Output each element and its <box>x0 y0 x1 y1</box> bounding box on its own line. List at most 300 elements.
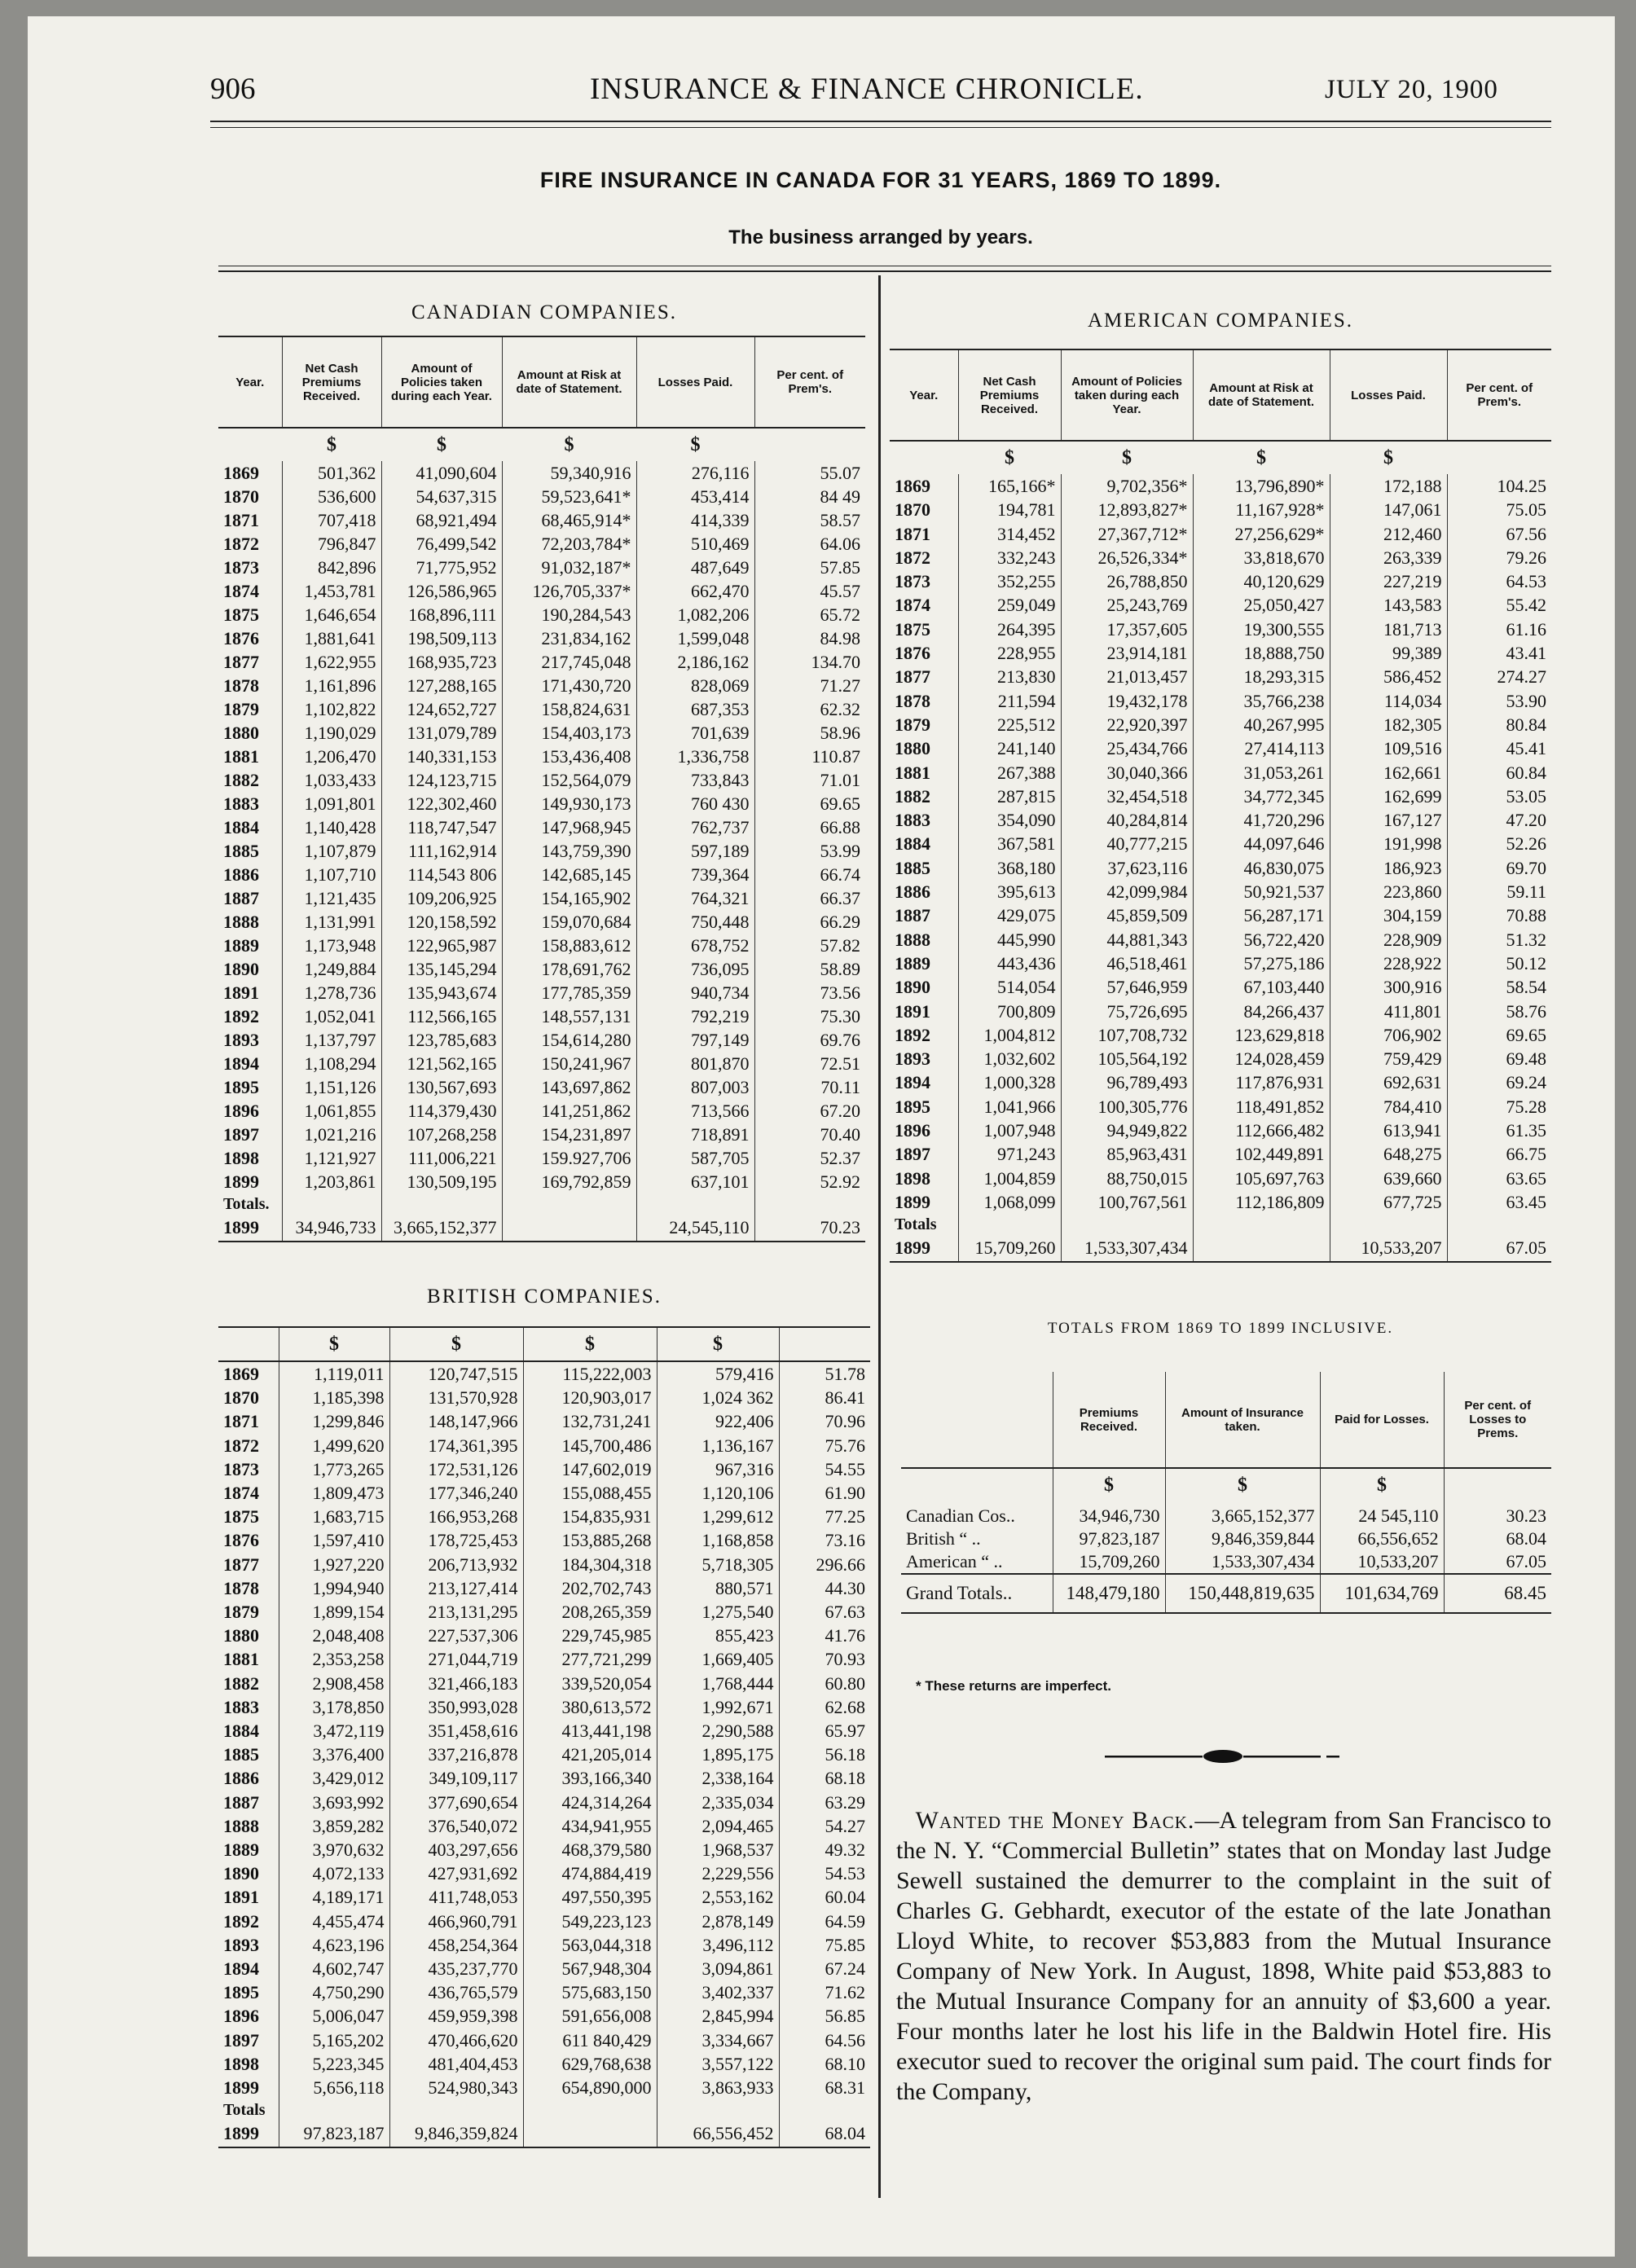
value-cell: 42,099,984 <box>1061 880 1193 903</box>
value-cell: 277,721,299 <box>523 1647 657 1671</box>
table-row <box>218 1600 870 1624</box>
table-row <box>218 1624 870 1647</box>
col-header-year: Year. <box>890 349 958 441</box>
value-cell: 1,021,216 <box>282 1123 381 1146</box>
value-cell: 692,631 <box>1330 1070 1447 1094</box>
value-cell: 678,752 <box>636 934 754 957</box>
value-cell: 123,785,683 <box>381 1028 502 1052</box>
value-cell: 443,436 <box>958 952 1061 975</box>
totals-year: 1899 <box>218 2121 279 2147</box>
value-cell: 97,823,187 <box>1053 1527 1165 1550</box>
summary-header-blank <box>901 1372 1053 1468</box>
header-rule <box>210 121 1551 122</box>
value-cell: 1,136,167 <box>657 1434 779 1457</box>
value-cell: 332,243 <box>958 546 1061 569</box>
year-cell: 1892 <box>895 1024 930 1045</box>
value-cell: 228,922 <box>1330 952 1447 975</box>
table-row <box>218 697 865 721</box>
value-cell: 177,785,359 <box>502 981 636 1004</box>
year-cell: 1873 <box>223 557 259 578</box>
value-cell: 713,566 <box>636 1099 754 1123</box>
value-cell: 3,863,933 <box>657 2076 779 2099</box>
table-row <box>218 1170 865 1193</box>
value-cell: 1,068,099 <box>958 1190 1061 1214</box>
value-cell: 4,455,474 <box>279 1910 389 1933</box>
value-cell: 64.59 <box>779 1910 870 1933</box>
value-cell: 19,300,555 <box>1193 618 1330 641</box>
table-row <box>218 1672 870 1695</box>
year-cell: 1880 <box>223 1625 259 1646</box>
table-row <box>890 952 1551 975</box>
value-cell: 72.51 <box>754 1052 865 1075</box>
value-cell: 4,189,171 <box>279 1885 389 1909</box>
value-cell: 85,963,431 <box>1061 1142 1193 1166</box>
value-cell: 27,256,629* <box>1193 522 1330 546</box>
value-cell: 296.66 <box>779 1553 870 1576</box>
value-cell: 159.927,706 <box>502 1146 636 1170</box>
table-row <box>890 546 1551 569</box>
value-cell: 1,120,106 <box>657 1481 779 1505</box>
value-cell: 154,614,280 <box>502 1028 636 1052</box>
year-cell: 1888 <box>895 929 930 950</box>
value-cell: 1,881,641 <box>282 626 381 650</box>
value-cell: 182,305 <box>1330 713 1447 736</box>
value-cell: 1,121,927 <box>282 1146 381 1170</box>
value-cell: 5,165,202 <box>279 2028 389 2052</box>
grand-total-value: 68.45 <box>1444 1574 1551 1613</box>
table-row <box>890 665 1551 688</box>
table-row <box>890 1070 1551 1094</box>
table-row <box>218 674 865 697</box>
value-cell: 40,267,995 <box>1193 713 1330 736</box>
value-cell: 21,013,457 <box>1061 665 1193 688</box>
dollar-sign: $ <box>279 1327 389 1361</box>
value-cell: 118,747,547 <box>381 815 502 839</box>
value-cell: 126,705,337* <box>502 579 636 603</box>
value-cell: 67.24 <box>779 1957 870 1980</box>
value-cell: 17,357,605 <box>1061 618 1193 641</box>
value-cell: 194,781 <box>958 498 1061 521</box>
value-cell: 115,222,003 <box>523 1361 657 1386</box>
value-cell: 37,623,116 <box>1061 856 1193 880</box>
value-cell: 1,032,602 <box>958 1047 1061 1070</box>
value-cell: 586,452 <box>1330 665 1447 688</box>
value-cell: 44.30 <box>779 1576 870 1600</box>
value-cell: 66.37 <box>754 886 865 910</box>
value-cell: 3,665,152,377 <box>1165 1501 1320 1527</box>
col-header-risk: Amount at Risk at date of Statement. <box>502 336 636 428</box>
value-cell: 33,818,670 <box>1193 546 1330 569</box>
table-row <box>218 1146 865 1170</box>
value-cell: 40,284,814 <box>1061 808 1193 832</box>
year-cell: 1897 <box>223 1124 259 1145</box>
table-row <box>218 1647 870 1671</box>
value-cell: 61.90 <box>779 1481 870 1505</box>
value-cell: 750,448 <box>636 910 754 934</box>
table-row <box>218 1933 870 1957</box>
year-cell: 1870 <box>223 1387 259 1409</box>
value-cell: 5,718,305 <box>657 1553 779 1576</box>
value-cell: 68,465,914* <box>502 508 636 532</box>
totals-value <box>1193 1235 1330 1262</box>
value-cell: 2,553,162 <box>657 1885 779 1909</box>
value-cell: 4,602,747 <box>279 1957 389 1980</box>
value-cell: 1,533,307,434 <box>1165 1550 1320 1574</box>
summary-table <box>901 1372 1551 1614</box>
value-cell: 1,203,861 <box>282 1170 381 1193</box>
table-row <box>890 689 1551 713</box>
value-cell: 75.76 <box>779 1434 870 1457</box>
year-cell: 1875 <box>223 1506 259 1527</box>
value-cell: 154,835,931 <box>523 1505 657 1528</box>
value-cell: 105,564,192 <box>1061 1047 1193 1070</box>
title-rule-2 <box>218 270 1551 272</box>
value-cell: 34,772,345 <box>1193 785 1330 808</box>
value-cell: 1,275,540 <box>657 1600 779 1624</box>
value-cell: 1,683,715 <box>279 1505 389 1528</box>
grand-total-row <box>901 1574 1551 1613</box>
year-cell: 1882 <box>895 785 930 807</box>
value-cell: 828,069 <box>636 674 754 697</box>
value-cell: 18,888,750 <box>1193 641 1330 665</box>
year-cell: 1879 <box>895 714 930 735</box>
value-cell: 68.18 <box>779 1766 870 1790</box>
value-cell: 567,948,304 <box>523 1957 657 1980</box>
value-cell: 380,613,572 <box>523 1695 657 1719</box>
year-cell: 1882 <box>223 770 259 790</box>
value-cell: 26,788,850 <box>1061 569 1193 593</box>
value-cell: 1,597,410 <box>279 1528 389 1552</box>
year-cell: 1893 <box>223 1030 259 1050</box>
value-cell: 354,090 <box>958 808 1061 832</box>
table-row <box>218 1838 870 1861</box>
value-cell: 411,801 <box>1330 1000 1447 1023</box>
value-cell: 31,053,261 <box>1193 761 1330 785</box>
value-cell: 57,646,959 <box>1061 975 1193 999</box>
value-cell: 796,847 <box>282 532 381 556</box>
value-cell: 56.18 <box>779 1743 870 1766</box>
table-row <box>901 1550 1551 1574</box>
year-cell: 1893 <box>223 1934 259 1955</box>
table-row <box>218 485 865 508</box>
value-cell: 474,884,419 <box>523 1861 657 1885</box>
value-cell: 70.88 <box>1447 903 1551 927</box>
value-cell: 153,436,408 <box>502 745 636 768</box>
value-cell: 4,750,290 <box>279 1980 389 2004</box>
table-row <box>218 1885 870 1909</box>
value-cell: 135,145,294 <box>381 957 502 981</box>
value-cell: 701,639 <box>636 721 754 745</box>
value-cell: 100,305,776 <box>1061 1095 1193 1119</box>
value-cell: 1,033,433 <box>282 768 381 792</box>
value-cell: 1,007,948 <box>958 1119 1061 1142</box>
value-cell: 114,543 806 <box>381 863 502 886</box>
value-cell: 141,251,862 <box>502 1099 636 1123</box>
year-cell: 1877 <box>223 652 259 672</box>
table-row <box>218 1052 865 1075</box>
table-row <box>218 1409 870 1433</box>
table-row <box>218 1123 865 1146</box>
value-cell: 259,049 <box>958 593 1061 617</box>
value-cell: 124,123,715 <box>381 768 502 792</box>
year-cell: 1899 <box>223 2077 259 2099</box>
value-cell: 466,960,791 <box>389 1910 523 1933</box>
value-cell: 648,275 <box>1330 1142 1447 1166</box>
value-cell: 3,472,119 <box>279 1719 389 1743</box>
value-cell: 67.63 <box>779 1600 870 1624</box>
value-cell: 339,520,054 <box>523 1672 657 1695</box>
value-cell: 445,990 <box>958 928 1061 952</box>
value-cell: 68.04 <box>1444 1527 1551 1550</box>
value-cell: 45.57 <box>754 579 865 603</box>
year-cell: 1875 <box>895 618 930 640</box>
table-row <box>218 508 865 532</box>
totals-value: 67.05 <box>1447 1235 1551 1262</box>
value-cell: 154,165,902 <box>502 886 636 910</box>
table-row <box>890 1023 1551 1047</box>
value-cell: 718,891 <box>636 1123 754 1146</box>
value-cell: 25,434,766 <box>1061 736 1193 760</box>
table-row <box>890 522 1551 546</box>
table-row <box>890 736 1551 760</box>
value-cell: 53.90 <box>1447 689 1551 713</box>
value-cell: 118,491,852 <box>1193 1095 1330 1119</box>
table-row <box>218 1434 870 1457</box>
grand-total-label: Grand Totals.. <box>901 1574 1053 1613</box>
value-cell: 117,876,931 <box>1193 1070 1330 1094</box>
value-cell: 171,430,720 <box>502 674 636 697</box>
value-cell: 510,469 <box>636 532 754 556</box>
value-cell: 231,834,162 <box>502 626 636 650</box>
column-divider <box>878 275 881 2198</box>
year-cell: 1895 <box>895 1096 930 1117</box>
header-rule-thin <box>210 127 1551 128</box>
table-row <box>218 1861 870 1885</box>
value-cell: 1,994,940 <box>279 1576 389 1600</box>
year-cell: 1872 <box>223 1435 259 1456</box>
year-cell: 1870 <box>895 499 930 521</box>
value-cell: 807,003 <box>636 1075 754 1099</box>
value-cell: 15,709,260 <box>1053 1550 1165 1574</box>
col-header-losses: Losses Paid. <box>636 336 754 428</box>
value-cell: 1,131,991 <box>282 910 381 934</box>
value-cell: 67.20 <box>754 1099 865 1123</box>
value-cell: 112,666,482 <box>1193 1119 1330 1142</box>
table-row <box>890 498 1551 521</box>
article-body: —A telegram from San Francisco to the N. Y. “Commercial Bulletin” states that on Monday last Judge Sewell sustained the demurrer to the complaint in the suit of Charles G. Gebhardt, executor of the estate of the late Jonathan Lloyd White, to recover $53,883 from the Mutual Insurance Company of New York. In August, 1898, White paid $53,883 to the Mutual Insurance Company for an annuity of $3,600 a year. Four months later he lost his life in the Baldwin Hotel fire. His executor sued to recover the original sum paid. The court finds for the Company, <box>896 1807 1551 2105</box>
value-cell: 61.35 <box>1447 1119 1551 1142</box>
year-cell: 1894 <box>223 1958 259 1980</box>
value-cell: 66.88 <box>754 815 865 839</box>
value-cell: 59,340,916 <box>502 461 636 485</box>
table-row <box>218 1361 870 1386</box>
value-cell: 172,188 <box>1330 474 1447 498</box>
value-cell: 217,745,048 <box>502 650 636 674</box>
value-cell: 229,745,985 <box>523 1624 657 1647</box>
value-cell: 55.42 <box>1447 593 1551 617</box>
value-cell: 99,389 <box>1330 641 1447 665</box>
value-cell: 2,048,408 <box>279 1624 389 1647</box>
year-cell: 1881 <box>895 762 930 783</box>
value-cell: 1,299,612 <box>657 1505 779 1528</box>
year-cell: 1874 <box>223 581 259 601</box>
dollar-sign: $ <box>523 1327 657 1361</box>
value-cell: 321,466,183 <box>389 1672 523 1695</box>
value-cell: 143,759,390 <box>502 839 636 863</box>
year-cell: 1872 <box>895 547 930 568</box>
value-cell: 72,203,784* <box>502 532 636 556</box>
value-cell: 1,669,405 <box>657 1647 779 1671</box>
value-cell: 41,720,296 <box>1193 808 1330 832</box>
table-row <box>218 1576 870 1600</box>
value-cell: 4,072,133 <box>279 1861 389 1885</box>
table-row <box>890 1142 1551 1166</box>
year-cell: 1898 <box>895 1167 930 1189</box>
table-row <box>890 808 1551 832</box>
value-cell: 4,623,196 <box>279 1933 389 1957</box>
canadian-section-title: CANADIAN COMPANIES. <box>411 301 677 323</box>
value-cell: 52.26 <box>1447 832 1551 855</box>
value-cell: 58.96 <box>754 721 865 745</box>
year-cell: 1887 <box>223 1791 259 1813</box>
table-row <box>218 1528 870 1552</box>
table-row <box>218 1481 870 1505</box>
value-cell: 57.85 <box>754 556 865 579</box>
dollar-sign: $ <box>564 434 574 455</box>
value-cell: 202,702,743 <box>523 1576 657 1600</box>
table-row <box>218 2052 870 2076</box>
value-cell: 69.70 <box>1447 856 1551 880</box>
value-cell: 148,557,131 <box>502 1004 636 1028</box>
table-row <box>901 1527 1551 1550</box>
table-row <box>218 2076 870 2099</box>
value-cell: 94,949,822 <box>1061 1119 1193 1142</box>
value-cell: 2,094,465 <box>657 1814 779 1838</box>
value-cell: 53.05 <box>1447 785 1551 808</box>
grand-total-value: 101,634,769 <box>1320 1574 1444 1613</box>
value-cell: 1,082,206 <box>636 603 754 626</box>
value-cell: 597,189 <box>636 839 754 863</box>
value-cell: 228,955 <box>958 641 1061 665</box>
value-cell: 1,107,879 <box>282 839 381 863</box>
year-cell: 1897 <box>223 2029 259 2050</box>
table-row <box>218 721 865 745</box>
value-cell: 162,661 <box>1330 761 1447 785</box>
value-cell: 2,845,994 <box>657 2004 779 2028</box>
value-cell: 427,931,692 <box>389 1861 523 1885</box>
value-cell: 1,004,859 <box>958 1167 1061 1190</box>
value-cell: 3,178,850 <box>279 1695 389 1719</box>
value-cell: 2,878,149 <box>657 1910 779 1933</box>
value-cell: 587,705 <box>636 1146 754 1170</box>
value-cell: 91,032,187* <box>502 556 636 579</box>
value-cell: 127,288,165 <box>381 674 502 697</box>
dollar-sign: $ <box>389 1327 523 1361</box>
totals-year: 1899 <box>218 1215 282 1242</box>
value-cell: 84,266,437 <box>1193 1000 1330 1023</box>
table-row <box>218 2004 870 2028</box>
value-cell: 435,237,770 <box>389 1957 523 1980</box>
value-cell: 549,223,123 <box>523 1910 657 1933</box>
value-cell: 1,992,671 <box>657 1695 779 1719</box>
totals-label: Totals. <box>223 1195 270 1213</box>
value-cell: 122,302,460 <box>381 792 502 815</box>
value-cell: 47.20 <box>1447 808 1551 832</box>
value-cell: 271,044,719 <box>389 1647 523 1671</box>
value-cell: 3,334,667 <box>657 2028 779 2052</box>
value-cell: 434,941,955 <box>523 1814 657 1838</box>
value-cell: 111,006,221 <box>381 1146 502 1170</box>
value-cell: 140,331,153 <box>381 745 502 768</box>
subtitle: The business arranged by years. <box>728 226 1033 248</box>
value-cell: 9,702,356* <box>1061 474 1193 498</box>
value-cell: 2,186,162 <box>636 650 754 674</box>
value-cell: 227,219 <box>1330 569 1447 593</box>
value-cell: 393,166,340 <box>523 1766 657 1790</box>
value-cell: 71.62 <box>779 1980 870 2004</box>
table-row <box>890 1000 1551 1023</box>
value-cell: 267,388 <box>958 761 1061 785</box>
value-cell: 147,968,945 <box>502 815 636 839</box>
year-cell: 1891 <box>895 1000 930 1022</box>
table-row <box>890 618 1551 641</box>
year-cell: 1869 <box>895 476 930 496</box>
value-cell: 70.40 <box>754 1123 865 1146</box>
year-cell: 1886 <box>895 881 930 903</box>
table-row <box>218 1814 870 1838</box>
value-cell: 60.80 <box>779 1672 870 1695</box>
year-cell: 1869 <box>223 463 259 483</box>
value-cell: 1,899,154 <box>279 1600 389 1624</box>
year-cell: 1886 <box>223 864 259 885</box>
value-cell: 792,219 <box>636 1004 754 1028</box>
value-cell: 349,109,117 <box>389 1766 523 1790</box>
value-cell: 287,815 <box>958 785 1061 808</box>
value-cell: 5,223,345 <box>279 2052 389 2076</box>
ornament-rule-icon <box>1105 1747 1341 1766</box>
value-cell: 212,460 <box>1330 522 1447 546</box>
value-cell: 158,883,612 <box>502 934 636 957</box>
year-cell: 1888 <box>223 912 259 932</box>
value-cell: 25,050,427 <box>1193 593 1330 617</box>
year-cell: 1878 <box>223 1577 259 1598</box>
value-cell: 52.92 <box>754 1170 865 1193</box>
value-cell: 121,562,165 <box>381 1052 502 1075</box>
value-cell: 147,602,019 <box>523 1457 657 1481</box>
value-cell: 112,186,809 <box>1193 1190 1330 1214</box>
value-cell: 227,537,306 <box>389 1624 523 1647</box>
value-cell: 84 49 <box>754 485 865 508</box>
value-cell: 69.24 <box>1447 1070 1551 1094</box>
value-cell: 130,567,693 <box>381 1075 502 1099</box>
value-cell: 3,376,400 <box>279 1743 389 1766</box>
table-row <box>890 928 1551 952</box>
year-cell: 1899 <box>895 1191 930 1212</box>
value-cell: 424,314,264 <box>523 1791 657 1814</box>
value-cell: 2,353,258 <box>279 1647 389 1671</box>
table-row <box>218 1957 870 1980</box>
value-cell: 66.75 <box>1447 1142 1551 1166</box>
table-row <box>218 1980 870 2004</box>
value-cell: 198,509,113 <box>381 626 502 650</box>
value-cell: 762,737 <box>636 815 754 839</box>
value-cell: 57,275,186 <box>1193 952 1330 975</box>
value-cell: 12,893,827* <box>1061 498 1193 521</box>
table-row <box>218 934 865 957</box>
table-row <box>901 1501 1551 1527</box>
table-row <box>890 761 1551 785</box>
value-cell: 66,556,652 <box>1320 1527 1444 1550</box>
